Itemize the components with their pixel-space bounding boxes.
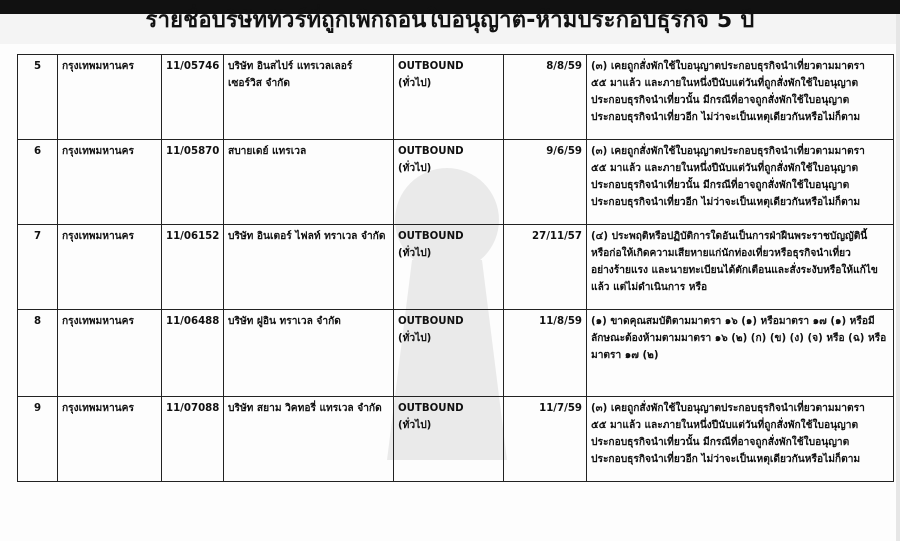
row-number: 8: [18, 310, 58, 397]
revocation-date-cell: 8/8/59: [504, 55, 587, 140]
reason-line: (๓) เคยถูกสั่งพักใช้ใบอนุญาตประกอบธุรกิจนำเที่ยวตามมาตรา: [591, 61, 865, 72]
license-number-cell: 11/05746: [162, 55, 224, 140]
reason-line: (๑) ขาดคุณสมบัติตามมาตรา ๑๖ (๑) หรือมาตรา ๑๗ (๑) หรือมี: [591, 316, 875, 327]
revocation-date-cell: 11/8/59: [504, 310, 587, 397]
revocation-date-cell: 11/7/59: [504, 397, 587, 482]
company-name-cell: [224, 397, 394, 482]
company-name-line: บริษัท สยาม วิคทอรี่ แทรเวล จำกัด: [228, 403, 382, 414]
reason-line: ประกอบธุรกิจนำเที่ยวอีก ไม่ว่าจะเป็นเหตุเดียวกันหรือไม่ก็ตาม: [591, 197, 861, 208]
company-name-cell: [224, 310, 394, 397]
company-name-line: เซอร์วิส จำกัด: [228, 78, 290, 89]
reason-line: ประกอบธุรกิจนำเที่ยวอีก ไม่ว่าจะเป็นเหตุเดียวกันหรือไม่ก็ตาม: [591, 112, 861, 123]
reason-line: ลักษณะต้องห้ามตามมาตรา ๑๖ (๒) (ก) (ข) (ง) (จ) หรือ (ฉ) หรือ: [591, 333, 887, 344]
revocation-reason-cell: [587, 310, 894, 397]
company-name-cell: [224, 140, 394, 225]
company-name-line: บริษัท อินสไปร์ แทรเวลเลอร์: [228, 61, 353, 72]
reason-line: ๕๕ มาแล้ว และภายในหนึ่งปีนับแต่วันที่ถูกสั่งพักใช้ใบอนุญาต: [591, 420, 859, 431]
reason-line: ประกอบธุรกิจนำเที่ยวนั้น มีกรณีที่อาจถูกสั่งพักใช้ใบอนุญาต: [591, 95, 850, 106]
province-cell: กรุงเทพมหานคร: [58, 55, 162, 140]
province-cell: กรุงเทพมหานคร: [58, 310, 162, 397]
table-row: [18, 55, 894, 140]
row-number: 6: [18, 140, 58, 225]
business-type-cell: OUTBOUND (ทั่วไป): [394, 397, 504, 482]
revocation-reason-cell: [587, 55, 894, 140]
reason-line: มาตรา ๑๗ (๒): [591, 350, 659, 361]
row-number: 9: [18, 397, 58, 482]
business-type-cell: OUTBOUND (ทั่วไป): [394, 310, 504, 397]
reason-line: ประกอบธุรกิจนำเที่ยวอีก ไม่ว่าจะเป็นเหตุเดียวกันหรือไม่ก็ตาม: [591, 454, 861, 465]
revocation-date-cell: 9/6/59: [504, 140, 587, 225]
company-name-line: บริษัท ฝูอิน ทราเวล จำกัด: [228, 316, 341, 327]
reason-line: ประกอบธุรกิจนำเที่ยวนั้น มีกรณีที่อาจถูกสั่งพักใช้ใบอนุญาต: [591, 180, 850, 191]
reason-line: หรือก่อให้เกิดความเสียหายแก่นักท่องเที่ยวหรือธุรกิจนำเที่ยว: [591, 248, 851, 259]
reason-line: (๓) เคยถูกสั่งพักใช้ใบอนุญาตประกอบธุรกิจนำเที่ยวตามมาตรา: [591, 403, 865, 414]
reason-line: (๔) ประพฤติหรือปฏิบัติการใดอันเป็นการฝ่าฝืนพระราชบัญญัตินี้: [591, 231, 868, 242]
reason-line: ประกอบธุรกิจนำเที่ยวนั้น มีกรณีที่อาจถูกสั่งพักใช้ใบอนุญาต: [591, 437, 850, 448]
company-name-line: บริษัท อินเตอร์ ไฟลท์ ทราเวล จำกัด: [228, 231, 386, 242]
table-row: [18, 397, 894, 482]
row-number: 7: [18, 225, 58, 310]
license-number-cell: 11/06152: [162, 225, 224, 310]
table-row: [18, 225, 894, 310]
row-number: 5: [18, 55, 58, 140]
company-name-cell: [224, 55, 394, 140]
revocation-reason-cell: [587, 225, 894, 310]
revocation-date-cell: 27/11/57: [504, 225, 587, 310]
reason-line: (๓) เคยถูกสั่งพักใช้ใบอนุญาตประกอบธุรกิจนำเที่ยวตามมาตรา: [591, 146, 865, 157]
company-name-cell: [224, 225, 394, 310]
table-row: [18, 310, 894, 397]
page-title: รายชื่อบริษัททัวร์ที่ถูกเพิกถอนใบอนุญาต-ห้ามประกอบธุรกิจ 5 ปี: [145, 8, 755, 33]
license-number-cell: 11/06488: [162, 310, 224, 397]
reason-line: ๕๕ มาแล้ว และภายในหนึ่งปีนับแต่วันที่ถูกสั่งพักใช้ใบอนุญาต: [591, 163, 859, 174]
revocation-reason-cell: [587, 140, 894, 225]
business-type-cell: OUTBOUND (ทั่วไป): [394, 55, 504, 140]
reason-line: อย่างร้ายแรง และนายทะเบียนได้ตักเตือนและสั่งระงับหรือให้แก้ไข: [591, 265, 878, 276]
revocation-reason-cell: [587, 397, 894, 482]
business-type-cell: OUTBOUND (ทั่วไป): [394, 140, 504, 225]
table-body: [18, 55, 894, 482]
revoked-license-table: [17, 54, 894, 482]
reason-line: ๕๕ มาแล้ว และภายในหนึ่งปีนับแต่วันที่ถูกสั่งพักใช้ใบอนุญาต: [591, 78, 859, 89]
license-number-cell: 11/07088: [162, 397, 224, 482]
window-edge: [896, 14, 900, 541]
province-cell: กรุงเทพมหานคร: [58, 225, 162, 310]
province-cell: กรุงเทพมหานคร: [58, 140, 162, 225]
company-name-line: สบายเดย์ แทรเวล: [228, 146, 307, 157]
license-number-cell: 11/05870: [162, 140, 224, 225]
business-type-cell: OUTBOUND (ทั่วไป): [394, 225, 504, 310]
province-cell: กรุงเทพมหานคร: [58, 397, 162, 482]
table-row: [18, 140, 894, 225]
reason-line: แล้ว แต่ไม่ดำเนินการ หรือ: [591, 282, 708, 293]
